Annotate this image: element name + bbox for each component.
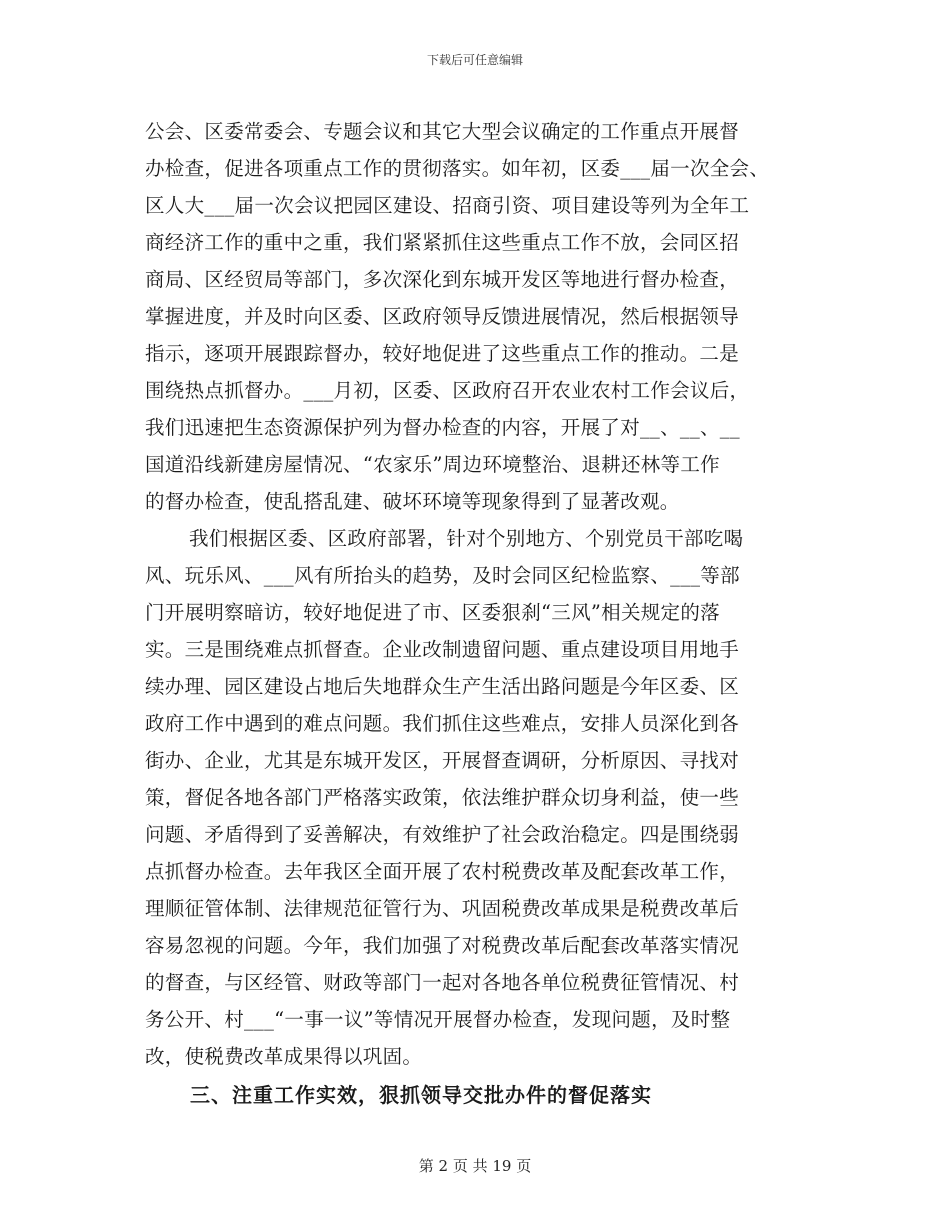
paragraph-line: 掌握进度，并及时向区委、区政府领导反馈进展情况，然后根据领导 bbox=[145, 305, 740, 328]
page-footer: 第 2 页 共 19 页 bbox=[418, 1157, 532, 1175]
paragraph-line: 问题、矛盾得到了妥善解决，有效维护了社会政治稳定。四是围绕弱 bbox=[145, 823, 740, 846]
paragraph-line: 实。三是围绕难点抓督查。企业改制遗留问题、重点建设项目用地手 bbox=[145, 638, 740, 661]
paragraph-line: 商经济工作的重中之重，我们紧紧抓住这些重点工作不放，会同区招 bbox=[145, 231, 740, 254]
section-heading: 三、注重工作实效，狠抓领导交批办件的督促落实 bbox=[190, 1083, 652, 1107]
paragraph-line: 围绕热点抓督办。___月初，区委、区政府召开农业农村工作会议后， bbox=[145, 379, 750, 402]
paragraph-line: 国道沿线新建房屋情况、“农家乐”周边环境整治、退耕还林等工作 bbox=[145, 453, 720, 476]
paragraph bbox=[145, 520, 805, 1075]
paragraph-line: 政府工作中遇到的难点问题。我们抓住这些难点，安排人员深化到各 bbox=[145, 712, 740, 735]
paragraph-line: 理顺征管体制、法律规范征管行为、巩固税费改革成果是税费改革后 bbox=[145, 897, 740, 920]
paragraph-line: 我们根据区委、区政府部署，针对个别地方、个别党员干部吃喝 bbox=[189, 527, 744, 550]
paragraph-line: 办检查，促进各项重点工作的贯彻落实。如年初，区委___届一次全会、 bbox=[145, 157, 770, 180]
paragraph-line: 街办、企业，尤其是东城开发区，开展督查调研，分析原因、寻找对 bbox=[145, 749, 740, 772]
paragraph-line: 续办理、园区建设占地后失地群众生产生活出路问题是今年区委、区 bbox=[145, 675, 740, 698]
paragraph-line: 风、玩乐风、___风有所抬头的趋势，及时会同区纪检监察、___等部 bbox=[145, 564, 740, 587]
document-body bbox=[145, 113, 805, 1075]
paragraph-line: 务公开、村___“一事一议”等情况开展督办检查，发现问题，及时整 bbox=[145, 1008, 731, 1031]
paragraph-line: 公会、区委常委会、专题会议和其它大型会议确定的工作重点开展督 bbox=[145, 120, 740, 143]
paragraph-line: 商局、区经贸局等部门，多次深化到东城开发区等地进行督办检查， bbox=[145, 268, 740, 291]
paragraph bbox=[145, 113, 805, 520]
paragraph-line: 指示，逐项开展跟踪督办，较好地促进了这些重点工作的推动。二是 bbox=[145, 342, 740, 365]
paragraph-line: 的督办检查，使乱搭乱建、破坏环境等现象得到了显著改观。 bbox=[145, 490, 680, 513]
paragraph-line: 改，使税费改革成果得以巩固。 bbox=[145, 1045, 423, 1068]
paragraph-line: 门开展明察暗访，较好地促进了市、区委狠刹“三风”相关规定的落 bbox=[145, 601, 720, 624]
paragraph-line: 容易忽视的问题。今年，我们加强了对税费改革后配套改革落实情况 bbox=[145, 934, 740, 957]
page-header: 下载后可任意编辑 bbox=[426, 53, 523, 67]
paragraph-line: 区人大___届一次会议把园区建设、招商引资、项目建设等列为全年工 bbox=[145, 194, 750, 217]
paragraph-line: 的督查，与区经管、财政等部门一起对各地各单位税费征管情况、村 bbox=[145, 971, 740, 994]
paragraph-line: 我们迅速把生态资源保护列为督办检查的内容，开展了对__、__、__ bbox=[145, 416, 740, 439]
paragraph-line: 策，督促各地各部门严格落实政策，依法维护群众切身利益，使一些 bbox=[145, 786, 740, 809]
paragraph-line: 点抓督办检查。去年我区全面开展了农村税费改革及配套改革工作， bbox=[145, 860, 740, 883]
